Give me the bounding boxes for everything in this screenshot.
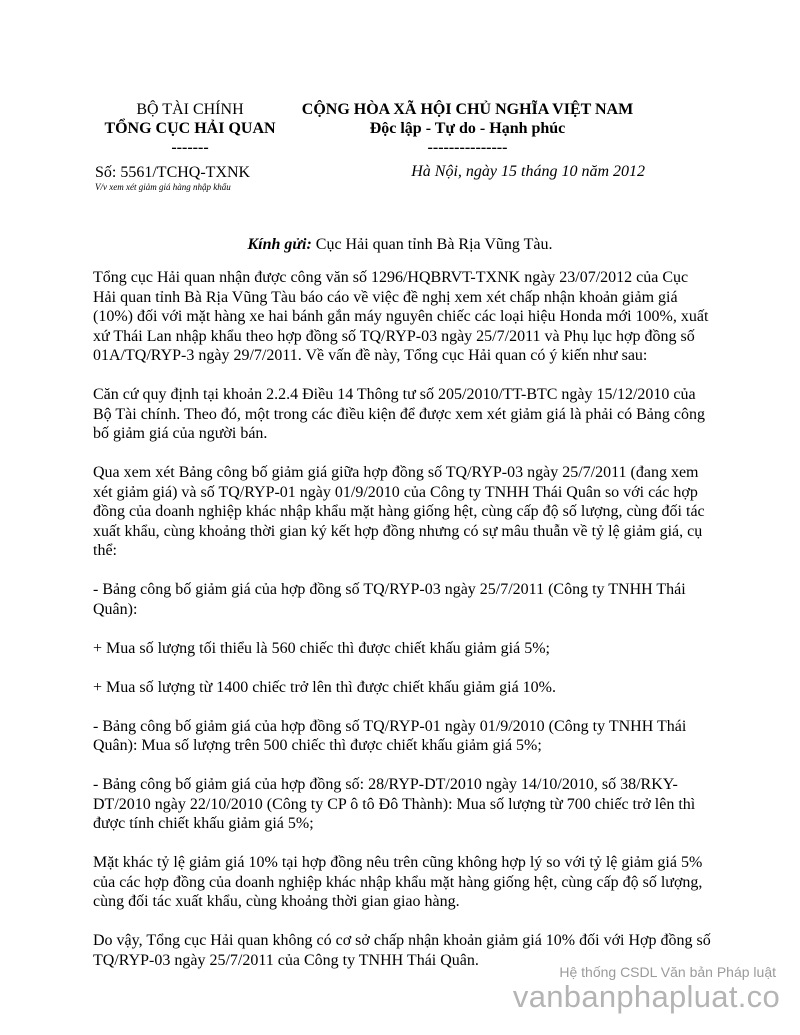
- document-number: Số: 5561/TCHQ-TXNK: [95, 164, 251, 181]
- department-name: TỔNG CỤC HẢI QUAN: [104, 120, 276, 137]
- body-paragraph: Qua xem xét Bảng công bố giảm giá giữa hợp đồng số TQ/RYP-03 ngày 25/7/2011 (đang xem xét giảm giá) và số TQ/RYP-01 ngày 01/9/2010 của Công ty TNHH Thái Quân so với các hợp đồng của doanh nghiệp khác nhập khẩu mặt hàng giống hệt, cùng cấp độ số lượng, cùng đối tác xuất khẩu, cùng khoảng thời gian ký kết hợp đồng nhưng có sự mâu thuẫn về tỷ lệ giảm giá, cụ thể:: [93, 464, 705, 559]
- national-title-block: [285, 100, 650, 157]
- recipient-name: Cục Hải quan tỉnh Bà Rịa Vũng Tàu.: [315, 236, 553, 253]
- recipient-line: [0, 236, 800, 254]
- body-paragraph: Tổng cục Hải quan nhận được công văn số 1296/HQBRVT-TXNK ngày 23/07/2012 của Cục Hải quan tỉnh Bà Rịa Vũng Tàu báo cáo về việc đề nghị xem xét chấp nhận khoản giảm giá (10%) đối với mặt hàng xe hai bánh gắn máy nguyên chiếc các loại hiệu Honda mới 100%, xuất xứ Thái Lan nhập khẩu theo hợp đồng số TQ/RYP-03 ngày 25/7/2011 và Phụ lục hợp đồng số 01A/TQ/RYP-3 ngày 29/7/2011. Về vấn đề này, Tổng cục Hải quan có ý kiến như sau:: [93, 269, 709, 364]
- body-paragraph: + Mua số lượng tối thiểu là 560 chiếc thì được chiết khấu giảm giá 5%;: [93, 639, 550, 657]
- country-name: CỘNG HÒA XÃ HỘI CHỦ NGHĨA VIỆT NAM: [301, 101, 634, 118]
- watermark-caption: Hệ thống CSDL Văn bản Pháp luật: [559, 964, 776, 980]
- issuer-divider: -------: [171, 139, 209, 156]
- body-paragraph: + Mua số lượng từ 1400 chiếc trở lên thì được chiết khấu giảm giá 10%.: [93, 678, 556, 696]
- motto-divider: ---------------: [427, 139, 508, 156]
- date-line: Hà Nội, ngày 15 tháng 10 năm 2012: [411, 163, 645, 180]
- body-paragraph: Mặt khác tỷ lệ giảm giá 10% tại hợp đồng nêu trên cũng không hợp lý so với tỷ lệ giảm giá 5% của các hợp đồng của doanh nghiệp khác nhập khẩu mặt hàng giống hệt, cùng cấp độ số lượng, cùng đối tác xuất khẩu, cùng khoảng thời gian giao hàng.: [93, 854, 703, 910]
- body-paragraph: Do vậy, Tổng cục Hải quan không có cơ sở chấp nhận khoản giảm giá 10% đối với Hợp đồng số TQ/RYP-03 ngày 25/7/2011 của Công ty TNHH Thái Quân.: [93, 932, 711, 969]
- body-paragraph: Căn cứ quy định tại khoản 2.2.4 Điều 14 Thông tư số 205/2010/TT-BTC ngày 15/12/2010 của Bộ Tài chính. Theo đó, một trong các điều kiện để được xem xét giảm giá là phải có Bảng công bố giảm giá của người bán.: [93, 386, 705, 442]
- document-subject: V/v xem xét giảm giá hàng nhập khẩu: [95, 182, 231, 192]
- ministry-name: BỘ TÀI CHÍNH: [136, 101, 244, 118]
- issuer-block: [90, 100, 290, 157]
- watermark-site: vanbanphapluat.co: [512, 979, 780, 1014]
- body-paragraph: - Bảng công bố giảm giá của hợp đồng số TQ/RYP-03 ngày 25/7/2011 (Công ty TNHH Thái Quân):: [93, 581, 686, 618]
- body-paragraph: - Bảng công bố giảm giá của hợp đồng số TQ/RYP-01 ngày 01/9/2010 (Công ty TNHH Thái Quân): Mua số lượng trên 500 chiếc thì được chiết khấu giảm giá 5%;: [93, 717, 687, 754]
- recipient-label: Kính gửi:: [247, 236, 312, 253]
- letter-body: [93, 268, 713, 990]
- national-motto: Độc lập - Tự do - Hạnh phúc: [369, 120, 566, 137]
- body-paragraph: - Bảng công bố giảm giá của hợp đồng số: 28/RYP-DT/2010 ngày 14/10/2010, số 38/RKY-DT/2010 ngày 22/10/2010 (Công ty CP ô tô Đô Thành): Mua số lượng từ 700 chiếc trở lên thì được tính chiết khấu giảm giá 5%;: [93, 776, 696, 832]
